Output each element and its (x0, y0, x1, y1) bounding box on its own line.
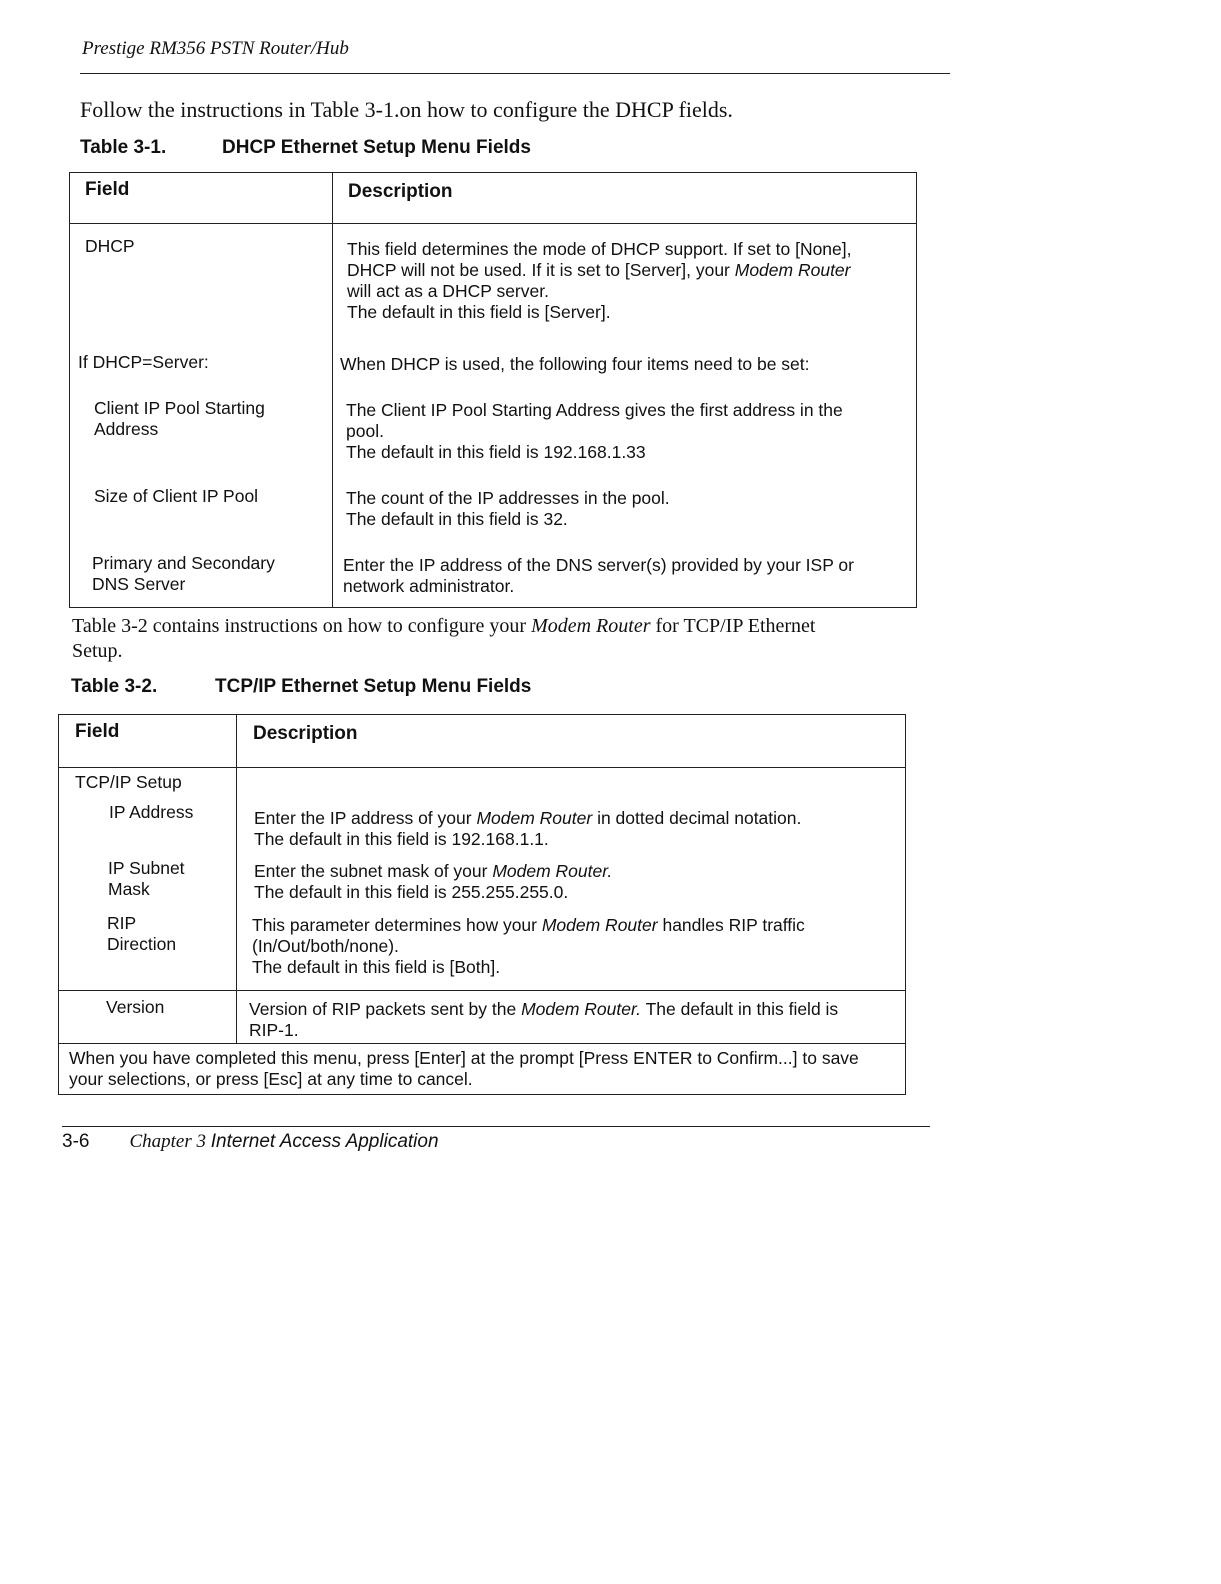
table-number: Table 3-1. (80, 137, 167, 158)
description-cell (237, 768, 906, 803)
field-label: If DHCP=Server: (78, 352, 209, 372)
table-note: When you have completed this menu, press [Enter] at the prompt [Press ENTER to Confirm...] to save your selections, or press [Esc] at any time to cancel. (59, 1044, 906, 1095)
page-footer (62, 1131, 439, 1153)
column-header-description: Description (237, 715, 906, 768)
description-line: pool. (346, 421, 384, 441)
table-row (70, 224, 917, 353)
description-cell (237, 991, 906, 1044)
field-label: Mask (108, 879, 150, 899)
column-header-description: Description (333, 173, 917, 224)
field-label: RIP (107, 913, 137, 933)
field-label: Address (94, 419, 159, 439)
description-line: When DHCP is used, the following four items need to be set: (340, 354, 810, 374)
description-line: network administrator. (343, 576, 515, 596)
dhcp-setup-table (69, 172, 917, 608)
field-label: DNS Server (92, 574, 186, 594)
description-line: Enter the IP address of the DNS server(s) provided by your ISP or (343, 555, 854, 575)
description-line: will act as a DHCP server. (347, 281, 549, 301)
description-line: This parameter determines how your Modem Router handles RIP traffic (252, 915, 805, 935)
description-cell (237, 913, 906, 991)
description-cell (333, 352, 917, 398)
table-row (59, 913, 906, 991)
description-line: The default in this field is 192.168.1.33 (346, 442, 646, 462)
description-cell (333, 224, 917, 353)
intro-paragraph: Follow the instructions in Table 3-1.on how to configure the DHCP fields. (80, 97, 733, 122)
description-line: The count of the IP addresses in the pool. (346, 488, 670, 508)
field-label: Primary and Secondary (92, 553, 275, 573)
table-3-2-intro: Table 3-2 contains instructions on how to configure your Modem Router for TCP/IP Ethernet Setup. (72, 615, 816, 662)
table-note-row (59, 1044, 906, 1095)
table-3-2-caption (71, 676, 531, 698)
table-row (59, 802, 906, 858)
field-label: Version (106, 997, 165, 1017)
field-cell (59, 802, 237, 858)
field-label: IP Address (109, 802, 194, 822)
table-title: DHCP Ethernet Setup Menu Fields (222, 137, 531, 158)
field-label: Client IP Pool Starting (94, 398, 265, 418)
column-header-field: Field (59, 715, 237, 768)
group-label: TCP/IP Setup (75, 772, 182, 792)
field-label: IP Subnet (108, 858, 185, 878)
field-cell (59, 913, 237, 991)
field-cell (59, 858, 237, 913)
description-cell (237, 802, 906, 858)
column-header-field: Field (70, 173, 333, 224)
page-number: 3-6 (62, 1131, 90, 1152)
table-row (70, 553, 917, 608)
description-cell (333, 398, 917, 486)
field-cell (70, 553, 333, 608)
field-cell (59, 768, 237, 803)
table-row (70, 352, 917, 398)
table-row (59, 768, 906, 803)
description-line: The default in this field is 32. (346, 509, 568, 529)
description-line: The default in this field is [Both]. (252, 957, 501, 977)
field-label: Size of Client IP Pool (94, 486, 259, 506)
table-number: Table 3-2. (71, 676, 158, 697)
table-row (70, 398, 917, 486)
field-label: Direction (107, 934, 177, 954)
table-row-version (59, 991, 906, 1044)
description-line: The Client IP Pool Starting Address gives the first address in the (346, 400, 843, 420)
table-header-row (59, 715, 906, 768)
running-header: Prestige RM356 PSTN Router/Hub (82, 38, 349, 59)
field-cell (70, 486, 333, 553)
table-header-row (70, 173, 917, 224)
chapter-label: Chapter 3 (129, 1131, 206, 1152)
tcpip-setup-table (58, 714, 906, 1095)
table-title: TCP/IP Ethernet Setup Menu Fields (215, 676, 532, 697)
table-row (70, 486, 917, 553)
description-line: The default in this field is 255.255.255.0. (254, 882, 569, 902)
table-3-1-caption (80, 137, 531, 159)
description-line: This field determines the mode of DHCP support. If set to [None], (347, 239, 852, 259)
description-cell (333, 553, 917, 608)
description-line: Version of RIP packets sent by the Modem Router. The default in this field is (249, 999, 839, 1019)
description-line: DHCP will not be used. If it is set to [Server], your Modem Router (347, 260, 851, 280)
field-cell (70, 224, 333, 353)
description-line: The default in this field is 192.168.1.1. (254, 829, 549, 849)
footer-rule (62, 1126, 930, 1127)
description-line: Enter the IP address of your Modem Router in dotted decimal notation. (254, 808, 802, 828)
description-cell (333, 486, 917, 553)
description-line: Enter the subnet mask of your Modem Router. (254, 861, 613, 881)
description-line: (In/Out/both/none). (252, 936, 399, 956)
description-line: RIP-1. (249, 1020, 299, 1040)
header-rule (80, 73, 950, 74)
chapter-title: Internet Access Application (210, 1131, 439, 1152)
field-cell (59, 991, 237, 1044)
field-cell (70, 352, 333, 398)
description-line: The default in this field is [Server]. (347, 302, 611, 322)
field-cell (70, 398, 333, 486)
description-cell (237, 858, 906, 913)
field-label: DHCP (85, 236, 135, 256)
table-row (59, 858, 906, 913)
